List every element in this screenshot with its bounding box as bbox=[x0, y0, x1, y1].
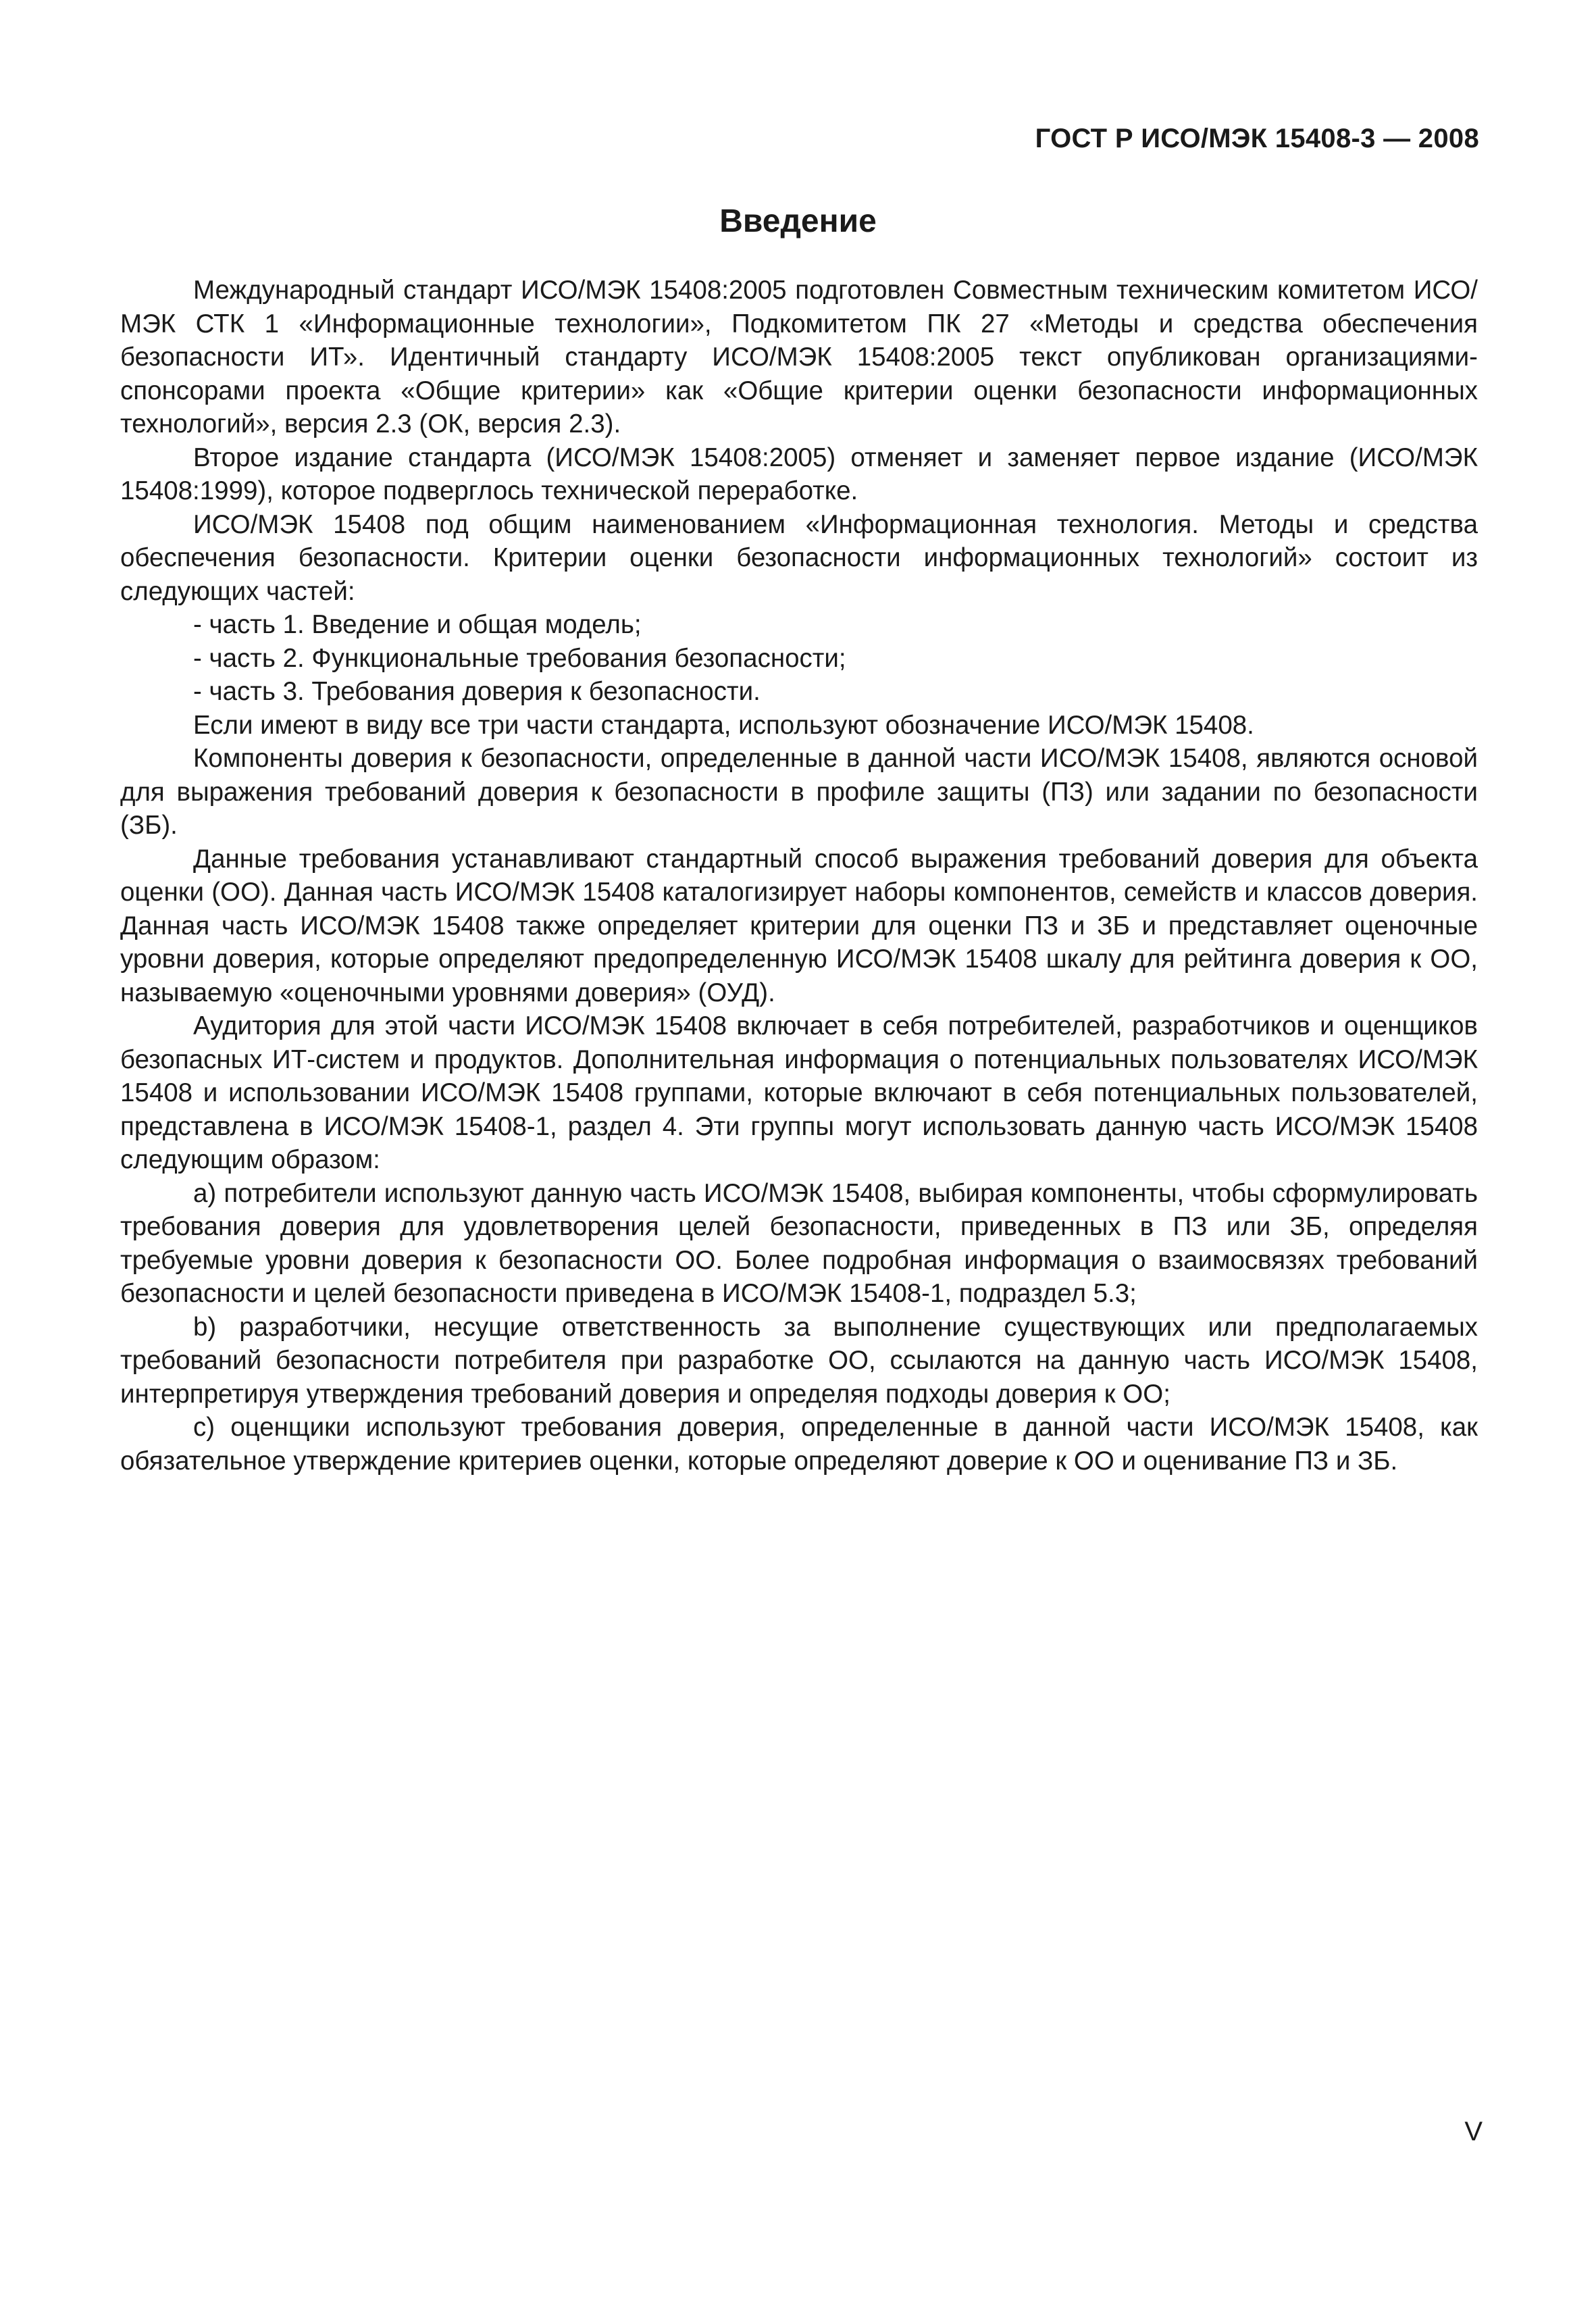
list-item-part-2: - часть 2. Функциональные требования безопасности; bbox=[193, 643, 846, 673]
paragraph-requirements: Данные требования устанавливают стандартный способ выражения требований доверия для объекта оценки (ОО). Данная часть ИСО/МЭК 15408 каталогизирует наборы компонентов, семейств и классов доверия. Данная часть ИСО/МЭК 15408 также определяет критерии для оценки ПЗ и ЗБ и представляет оценочные уровни доверия, которые определяют предопределенную ИСО/МЭК 15408 шкалу для рейтинга доверия к ОО, называемую «оценочными уровнями доверия» (ОУД). bbox=[120, 844, 1478, 1007]
section-title: Введение bbox=[719, 203, 877, 239]
document-body bbox=[120, 274, 1478, 1478]
paragraph-intro: Международный стандарт ИСО/МЭК 15408:2005 подготовлен Совместным техническим комитетом ИСО/МЭК СТК 1 «Информационные технологии», Подкомитетом ПК 27 «Методы и средства обеспечения безопасности ИТ». Идентичный стандарту ИСО/МЭК 15408:2005 текст опубликован организациями-спонсорами проекта «Общие критерии» как «Общие критерии оценки безопасности информационных технологий», версия 2.3 (ОК, версия 2.3). bbox=[120, 276, 1478, 438]
page-number: V bbox=[1464, 2117, 1483, 2146]
list-item-part-1: - часть 1. Введение и общая модель; bbox=[193, 610, 642, 639]
document-header: ГОСТ Р ИСО/МЭК 15408-3 — 2008 bbox=[1035, 124, 1479, 153]
list-item-consumers: a) потребители используют данную часть ИСО/МЭК 15408, выбирая компоненты, чтобы сформулировать требования доверия для удовлетворения целей безопасности, приведенных в ПЗ или ЗБ, определяя требуемые уровни доверия к безопасности ОО. Более подробная информация о взаимосвязях требований безопасности и целей безопасности приведена в ИСО/МЭК 15408-1, подраздел 5.3; bbox=[120, 1178, 1478, 1308]
paragraph-parts: ИСО/МЭК 15408 под общим наименованием «Информационная технология. Методы и средства обеспечения безопасности. Критерии оценки безопасности информационных технологий» состоит из следующих частей: bbox=[120, 509, 1478, 606]
paragraph-components: Компоненты доверия к безопасности, определенные в данной части ИСО/МЭК 15408, являются основой для выражения требований доверия к безопасности в профиле защиты (ПЗ) или задании по безопасности (ЗБ). bbox=[120, 744, 1478, 840]
list-item-evaluators: c) оценщики используют требования доверия, определенные в данной части ИСО/МЭК 15408, как обязательное утверждение критериев оценки, которые определяют доверие к ОО и оценивание ПЗ и ЗБ. bbox=[120, 1413, 1478, 1476]
paragraph-audience: Аудитория для этой части ИСО/МЭК 15408 включает в себя потребителей, разработчиков и оценщиков безопасных ИТ-систем и продуктов. Дополнительная информация о потенциальных пользователях ИСО/МЭК 15408 и использовании ИСО/МЭК 15408 группами, которые включают в себя потенциальных пользователей, представлена в ИСО/МЭК 15408-1, раздел 4. Эти группы могут использовать данную часть ИСО/МЭК 15408 следующим образом: bbox=[120, 1011, 1478, 1174]
paragraph-all-parts: Если имеют в виду все три части стандарта, используют обозначение ИСО/МЭК 15408. bbox=[193, 710, 1254, 740]
list-item-developers: b) разработчики, несущие ответственность за выполнение существующих или предполагаемых требований безопасности потребителя при разработке ОО, ссылаются на данную часть ИСО/МЭК 15408, интерпретируя утверждения требований доверия и определяя подходы доверия к ОО; bbox=[120, 1312, 1478, 1409]
paragraph-second-edition: Второе издание стандарта (ИСО/МЭК 15408:2005) отменяет и заменяет первое издание (ИСО/МЭК 15408:1999), которое подверглось технической переработке. bbox=[120, 443, 1478, 505]
list-item-part-3: - часть 3. Требования доверия к безопасности. bbox=[193, 677, 761, 706]
